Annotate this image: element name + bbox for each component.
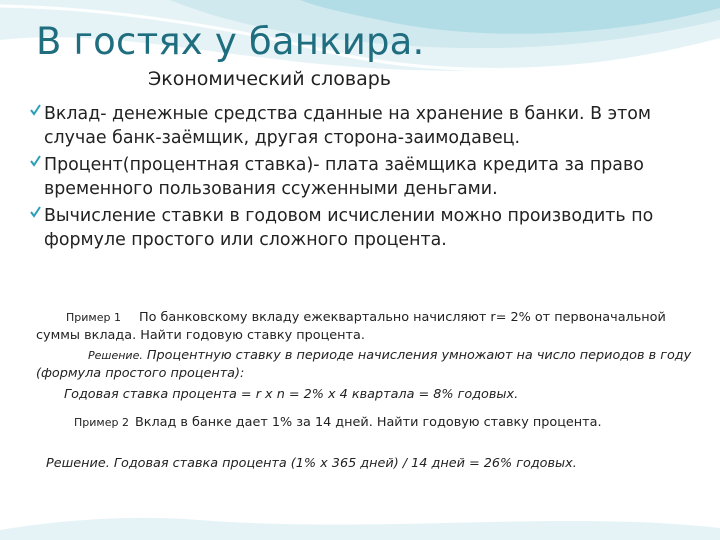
checkmark-icon bbox=[30, 104, 41, 116]
example-1-label: Пример 1 bbox=[66, 311, 121, 324]
solution-1 bbox=[36, 347, 696, 383]
checkmark-icon bbox=[30, 155, 41, 167]
example-1-text: По банковскому вкладу ежеквартально начисляют r= 2% от первоначальной суммы вклада. Найти годовую ставку процента. bbox=[36, 310, 666, 343]
definition-interest: Процент(процентная ставка)- плата заёмщика кредита за право временного пользования ссуженными деньгами. bbox=[44, 155, 644, 199]
list-item bbox=[30, 102, 690, 150]
checkmark-icon bbox=[30, 206, 41, 218]
definition-list bbox=[30, 102, 690, 255]
solution-1-formula-text: Годовая ставка процента = r x n = 2% x 4 квартала = 8% годовых. bbox=[64, 387, 519, 402]
example-2 bbox=[36, 414, 696, 432]
example-2-label: Пример 2 bbox=[74, 416, 129, 429]
slide-subtitle: Экономический словарь bbox=[148, 68, 391, 90]
solution-1-label: Решение. bbox=[88, 349, 143, 362]
list-item bbox=[30, 204, 690, 252]
solution-2 bbox=[36, 455, 696, 473]
example-1 bbox=[36, 309, 696, 345]
list-item bbox=[30, 153, 690, 201]
definition-deposit: Вклад- денежные средства сданные на хранение в банки. В этом случае банк-заёмщик, другая сторона-заимодавец. bbox=[44, 104, 652, 148]
example-2-text: Вклад в банке дает 1% за 14 дней. Найти годовую ставку процента. bbox=[134, 415, 602, 430]
solution-2-text: Решение. Годовая ставка процента (1% х 365 дней) / 14 дней = 26% годовых. bbox=[46, 456, 577, 471]
slide-title: В гостях у банкира. bbox=[36, 20, 425, 63]
solution-1-formula bbox=[36, 386, 696, 404]
definition-rate-calculation: Вычисление ставки в годовом исчислении можно производить по формуле простого или сложного процента. bbox=[44, 206, 654, 250]
solution-1-text: Процентную ставку в периоде начисления умножают на число периодов в году (формула простого процента): bbox=[36, 348, 692, 381]
decorative-swoosh-bottom bbox=[0, 500, 720, 540]
